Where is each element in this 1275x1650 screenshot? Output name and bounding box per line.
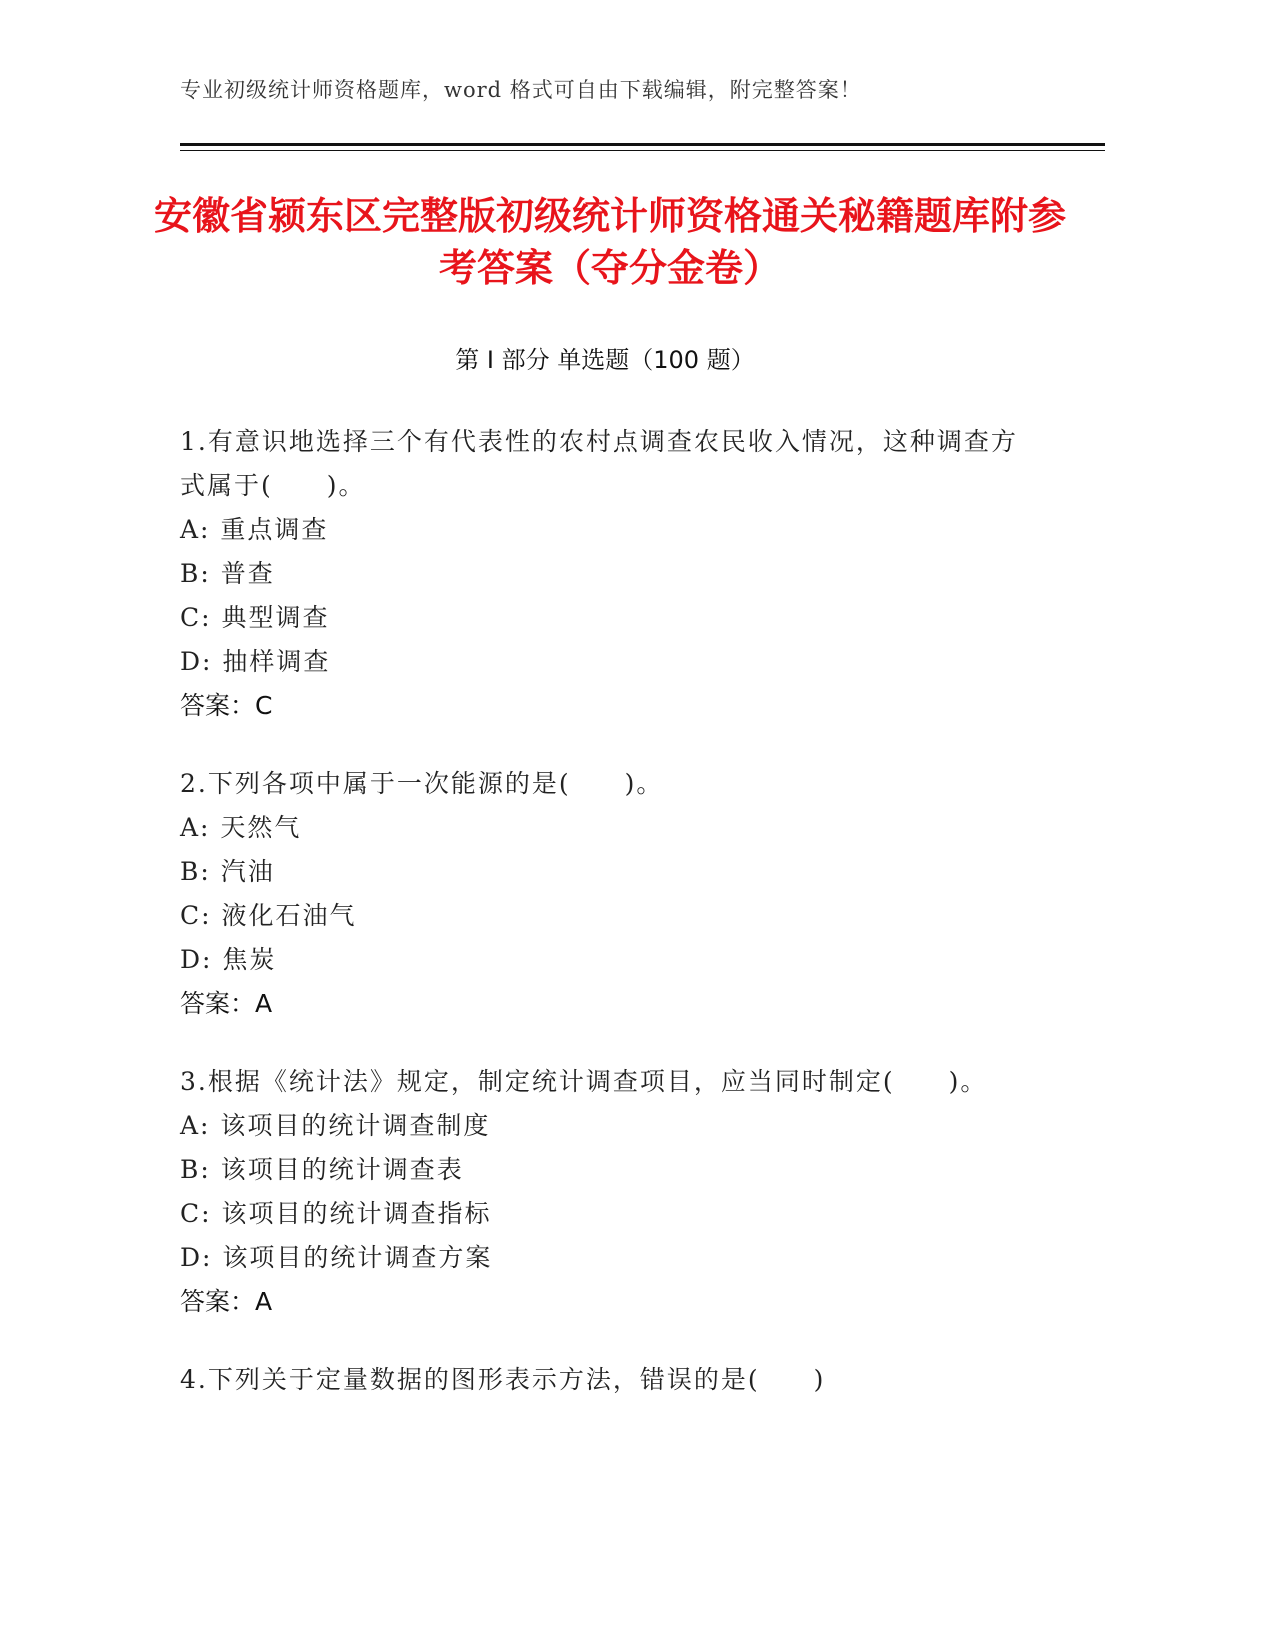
question-3 [180, 1060, 1040, 1324]
answer: 答案：A [180, 1287, 273, 1316]
option-b: B: 普查 [180, 559, 275, 588]
option-c: C: 典型调查 [180, 603, 330, 632]
header-note: 专业初级统计师资格题库，word 格式可自由下载编辑，附完整答案！ [180, 78, 862, 102]
option-c: C: 液化石油气 [180, 901, 357, 930]
answer: 答案：A [180, 989, 273, 1018]
question-stem: 3.根据《统计法》规定，制定统计调查项目，应当同时制定( )。 [180, 1067, 988, 1096]
question-4 [180, 1358, 1040, 1402]
section-title: 第 I 部分 单选题（100 题） [455, 346, 755, 374]
question-stem: 2.下列各项中属于一次能源的是( )。 [180, 769, 664, 798]
question-1 [180, 420, 1040, 728]
option-d: D: 抽样调查 [180, 647, 331, 676]
header-rule-thick [180, 143, 1105, 146]
answer: 答案：C [180, 691, 273, 720]
option-b: B: 该项目的统计调查表 [180, 1155, 464, 1184]
option-a: A: 重点调查 [180, 515, 329, 544]
question-stem: 4.下列关于定量数据的图形表示方法，错误的是( ) [180, 1365, 826, 1394]
option-d: D: 该项目的统计调查方案 [180, 1243, 493, 1272]
question-stem: 1.有意识地选择三个有代表性的农村点调查农民收入情况，这种调查方式属于( )。 [180, 427, 1018, 500]
option-d: D: 焦炭 [180, 945, 277, 974]
question-2 [180, 762, 1040, 1026]
option-c: C: 该项目的统计调查指标 [180, 1199, 492, 1228]
option-a: A: 天然气 [180, 813, 302, 842]
option-b: B: 汽油 [180, 857, 275, 886]
question-list [180, 420, 1040, 1436]
header-rule-thin [180, 150, 1105, 151]
option-a: A: 该项目的统计调查制度 [180, 1111, 491, 1140]
document-title: 安徽省颍东区完整版初级统计师资格通关秘籍题库附参考答案（夺分金卷） [153, 194, 1066, 290]
